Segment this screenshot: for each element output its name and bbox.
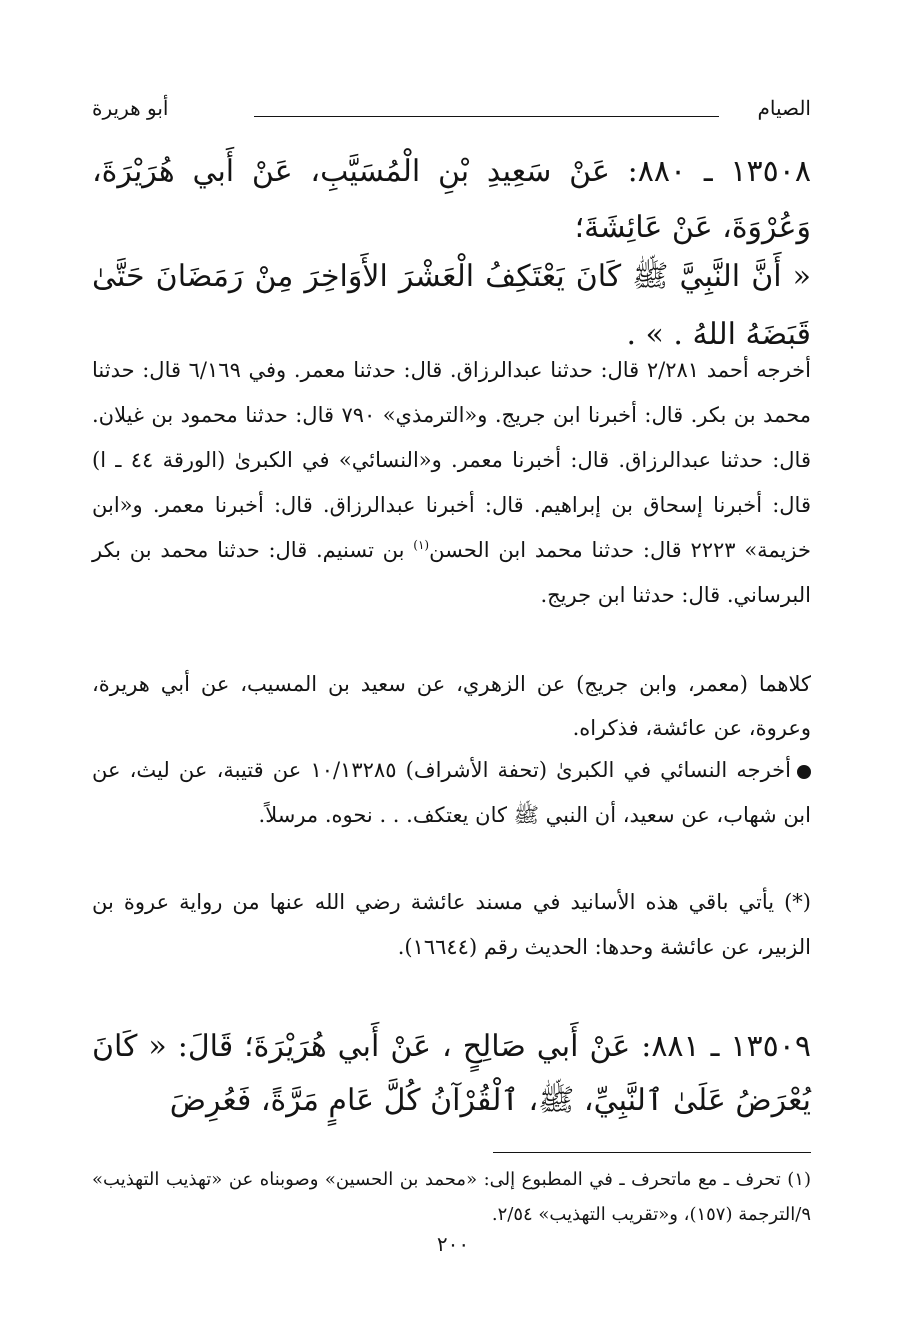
hadith-1-isnad: ١٣٥٠٨ ـ ٨٨٠: عَنْ سَعِيدِ بْنِ الْمُسَيَّبِ، عَنْ أَبي هُرَيْرَةَ، وَعُرْوَةَ، عَنْ عَائِشَةَ؛ — [92, 154, 811, 245]
hadith-1-matn: « أَنَّ النَّبِيَّ ﷺ كَانَ يَعْتَكِفُ الْعَشْرَ الأَوَاخِرَ مِنْ رَمَضَانَ حَتَّىٰ قَبَضَهُ اللهُ . » . — [92, 259, 811, 352]
footnote-separator — [493, 1152, 811, 1153]
page-number: ٢٠٠ — [436, 1232, 470, 1256]
takhrij-paragraph — [92, 348, 811, 618]
footnote-reference: (١) — [413, 538, 430, 552]
takhrij-text-after-ref: بن تسنيم. قال: حدثنا محمد بن بكر البرساني. قال: حدثنا ابن جريج. — [92, 538, 811, 607]
header-rule — [254, 116, 719, 117]
bullet-icon — [797, 765, 811, 779]
takhrij-text-before-ref: أخرجه أحمد ٢/٢٨١ قال: حدثنا عبدالرزاق. قال: حدثنا معمر. وفي ٦/١٦٩ قال: حدثنا محمد بن بكر. قال: أخبرنا ابن جريج. و«الترمذي» ٧٩٠ قال: حدثنا محمود بن غيلان. قال: حدثنا عبدالرزاق. قال: أخبرنا معمر. و«النسائي» في الكبرىٰ (الورقة ٤٤ ـ ا) قال: أخبرنا إسحاق بن إبراهيم. قال: أخبرنا عبدالرزاق. قال: أخبرنا معمر. و«ابن خزيمة» ٢٢٢٣ قال: حدثنا محمد ابن الحسن — [92, 358, 811, 562]
footnote-1: (١) تحرف ـ مع ماتحرف ـ في المطبوع إلى: «محمد بن الحسين» وصوبناه عن «تهذيب التهذيب» ٩/الترجمة (١٥٧)، و«تقريب التهذيب» ٢/٥٤. — [92, 1169, 811, 1225]
chapter-title: الصيام — [757, 96, 811, 120]
hadith-2-text: ١٣٥٠٩ ـ ٨٨١: عَنْ أَبي صَالِحٍ ، عَنْ أَبي هُرَيْرَةَ؛ قَالَ: « كَانَ يُعْرَضُ عَلَىٰ ٱلنَّبِيِّ، ﷺ، ٱلْقُرْآنُ كُلَّ عَامٍ مَرَّةً، فَعُرِضَ — [92, 1029, 811, 1118]
running-header — [92, 96, 811, 128]
bullet-note-paragraph — [92, 748, 811, 838]
asterisk-note-paragraph: (*) يأتي باقي هذه الأسانيد في مسند عائشة رضي الله عنها من رواية عروة بن الزبير، عن عائشة وحدها: الحديث رقم (١٦٦٤٤). — [92, 890, 811, 959]
bullet-note-text: أخرجه النسائي في الكبرىٰ (تحفة الأشراف) ١٠/١٣٢٨٥ عن قتيبة، عن ليث، عن ابن شهاب، عن سعيد، أن النبي ﷺ كان يعتكف. . . نحوه. مرسلاً. — [92, 758, 811, 827]
narrator-title: أبو هريرة — [92, 96, 169, 120]
kilahuma-paragraph: كلاهما (معمر، وابن جريج) عن الزهري، عن سعيد بن المسيب، عن أبي هريرة، وعروة، عن عائشة، فذكراه. — [92, 672, 811, 740]
